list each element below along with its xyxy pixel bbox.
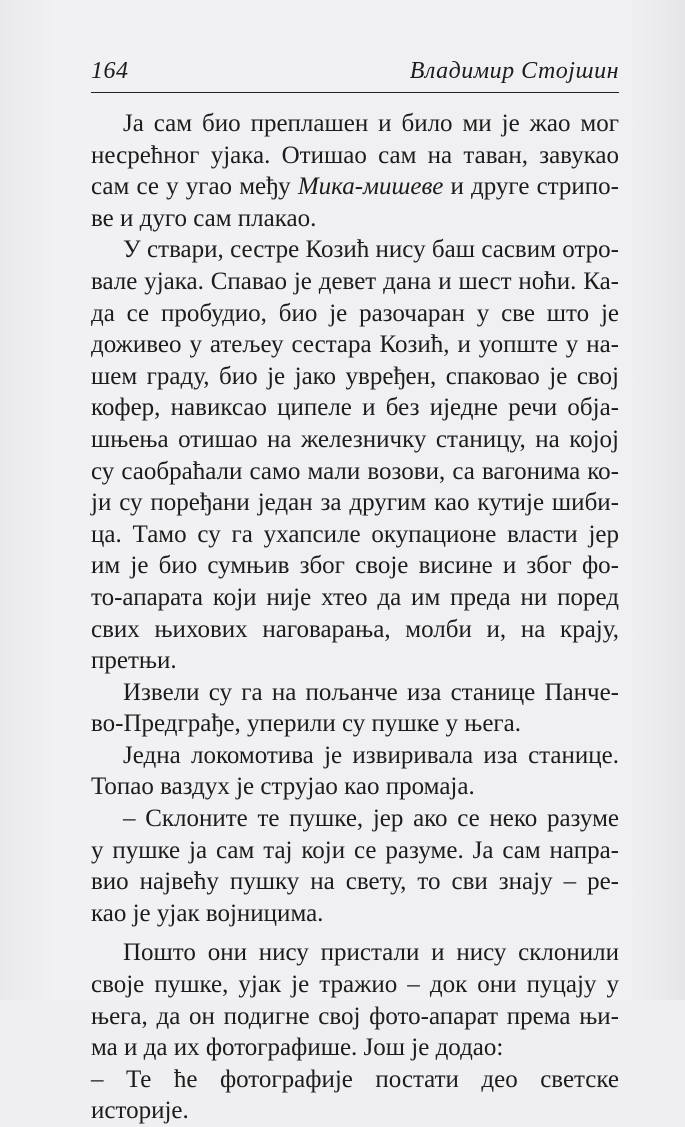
text-line: вио највећу пушку на свету, то сви знају – ре-	[91, 868, 619, 896]
text-line: Топао ваздух је струјао као промаја.	[91, 773, 475, 801]
text-line: вале ујака. Спавао је девет дана и шест ноћи. Ка-	[91, 267, 619, 295]
text-line	[91, 171, 619, 203]
paragraph	[91, 803, 619, 929]
paragraph-gap	[91, 929, 619, 937]
text-line: шњења отишао на железничку станицу, на којој	[91, 425, 619, 453]
text-line: као је ујак војницима.	[91, 899, 324, 927]
text-line: кофер, навиксао ципеле и без иједне речи обја-	[91, 394, 619, 422]
text-line: – Те ће фотографије постати део светске	[91, 1065, 619, 1093]
text-line: им је био сумњив због своје висине и због фо-	[91, 552, 619, 580]
italic-title: Мика-мишеве	[297, 173, 444, 201]
running-head	[91, 52, 619, 93]
text-line: ве и дуго сам плакао.	[91, 204, 317, 232]
paragraph	[91, 740, 619, 803]
text-run: и друге стрипо-	[443, 173, 619, 201]
text-line: – Склоните те пушке, јер ако се неко разуме	[123, 805, 619, 833]
text-line: њега, да он подигне свој фото-апарат према њи-	[91, 1002, 619, 1030]
text-line: Ја сам био преплашен и било ми је жао мог	[123, 110, 619, 137]
text-line: ма и да их фотографише. Још је додао:	[91, 1034, 504, 1062]
body-text	[91, 108, 619, 1127]
text-line: да се пробудио, био је разочаран у све што је	[91, 299, 619, 327]
text-line: су саобраћали само мали возови, са вагонима ко-	[91, 457, 619, 485]
text-line: то-апарата који није хтео да им преда ни поред	[91, 583, 619, 611]
text-line: во-Предграђе, уперили су пушке у њега.	[91, 710, 522, 738]
text-line: историје.	[91, 1097, 189, 1125]
text-line: претњи.	[91, 647, 177, 675]
paragraph	[91, 108, 619, 234]
running-head-author: Владимир Стојшин	[409, 58, 619, 84]
text-line: свих њихових наговарања, молби и, на крају,	[91, 615, 619, 643]
text-line: Једна локомотива је извиривала иза станице.	[123, 741, 619, 769]
text-line: доживео у атељеу сестара Козић, и уопште у на-	[91, 331, 619, 359]
paragraph	[91, 937, 619, 1127]
text-line: Пошто они нису пристали и нису склонили	[123, 939, 619, 967]
text-line: у пушке ја сам тај који се разуме. Ја сам напра-	[91, 836, 619, 864]
text-line: ца. Тамо су га ухапсиле окупационе власти јер	[91, 520, 619, 548]
text-line: ји су поређани један за другим као кутије шиби-	[91, 489, 619, 517]
page-number: 164	[91, 58, 129, 84]
text-line: своје пушке, ујак је тражио – док они пуцају у	[91, 971, 619, 999]
text-line: Извели су га на пољанче иза станице Панче-	[123, 678, 619, 706]
text-line: шем граду, био је јако увређен, спаковао је свој	[91, 362, 619, 390]
text-line: несрећног ујака. Отишао сам на таван, завукао	[91, 141, 619, 169]
text-line: У ствари, сестре Козић нису баш сасвим отро-	[123, 236, 619, 264]
text-run: сам се у угао међу	[91, 173, 298, 201]
paragraph	[91, 677, 619, 740]
paragraph	[91, 234, 619, 676]
